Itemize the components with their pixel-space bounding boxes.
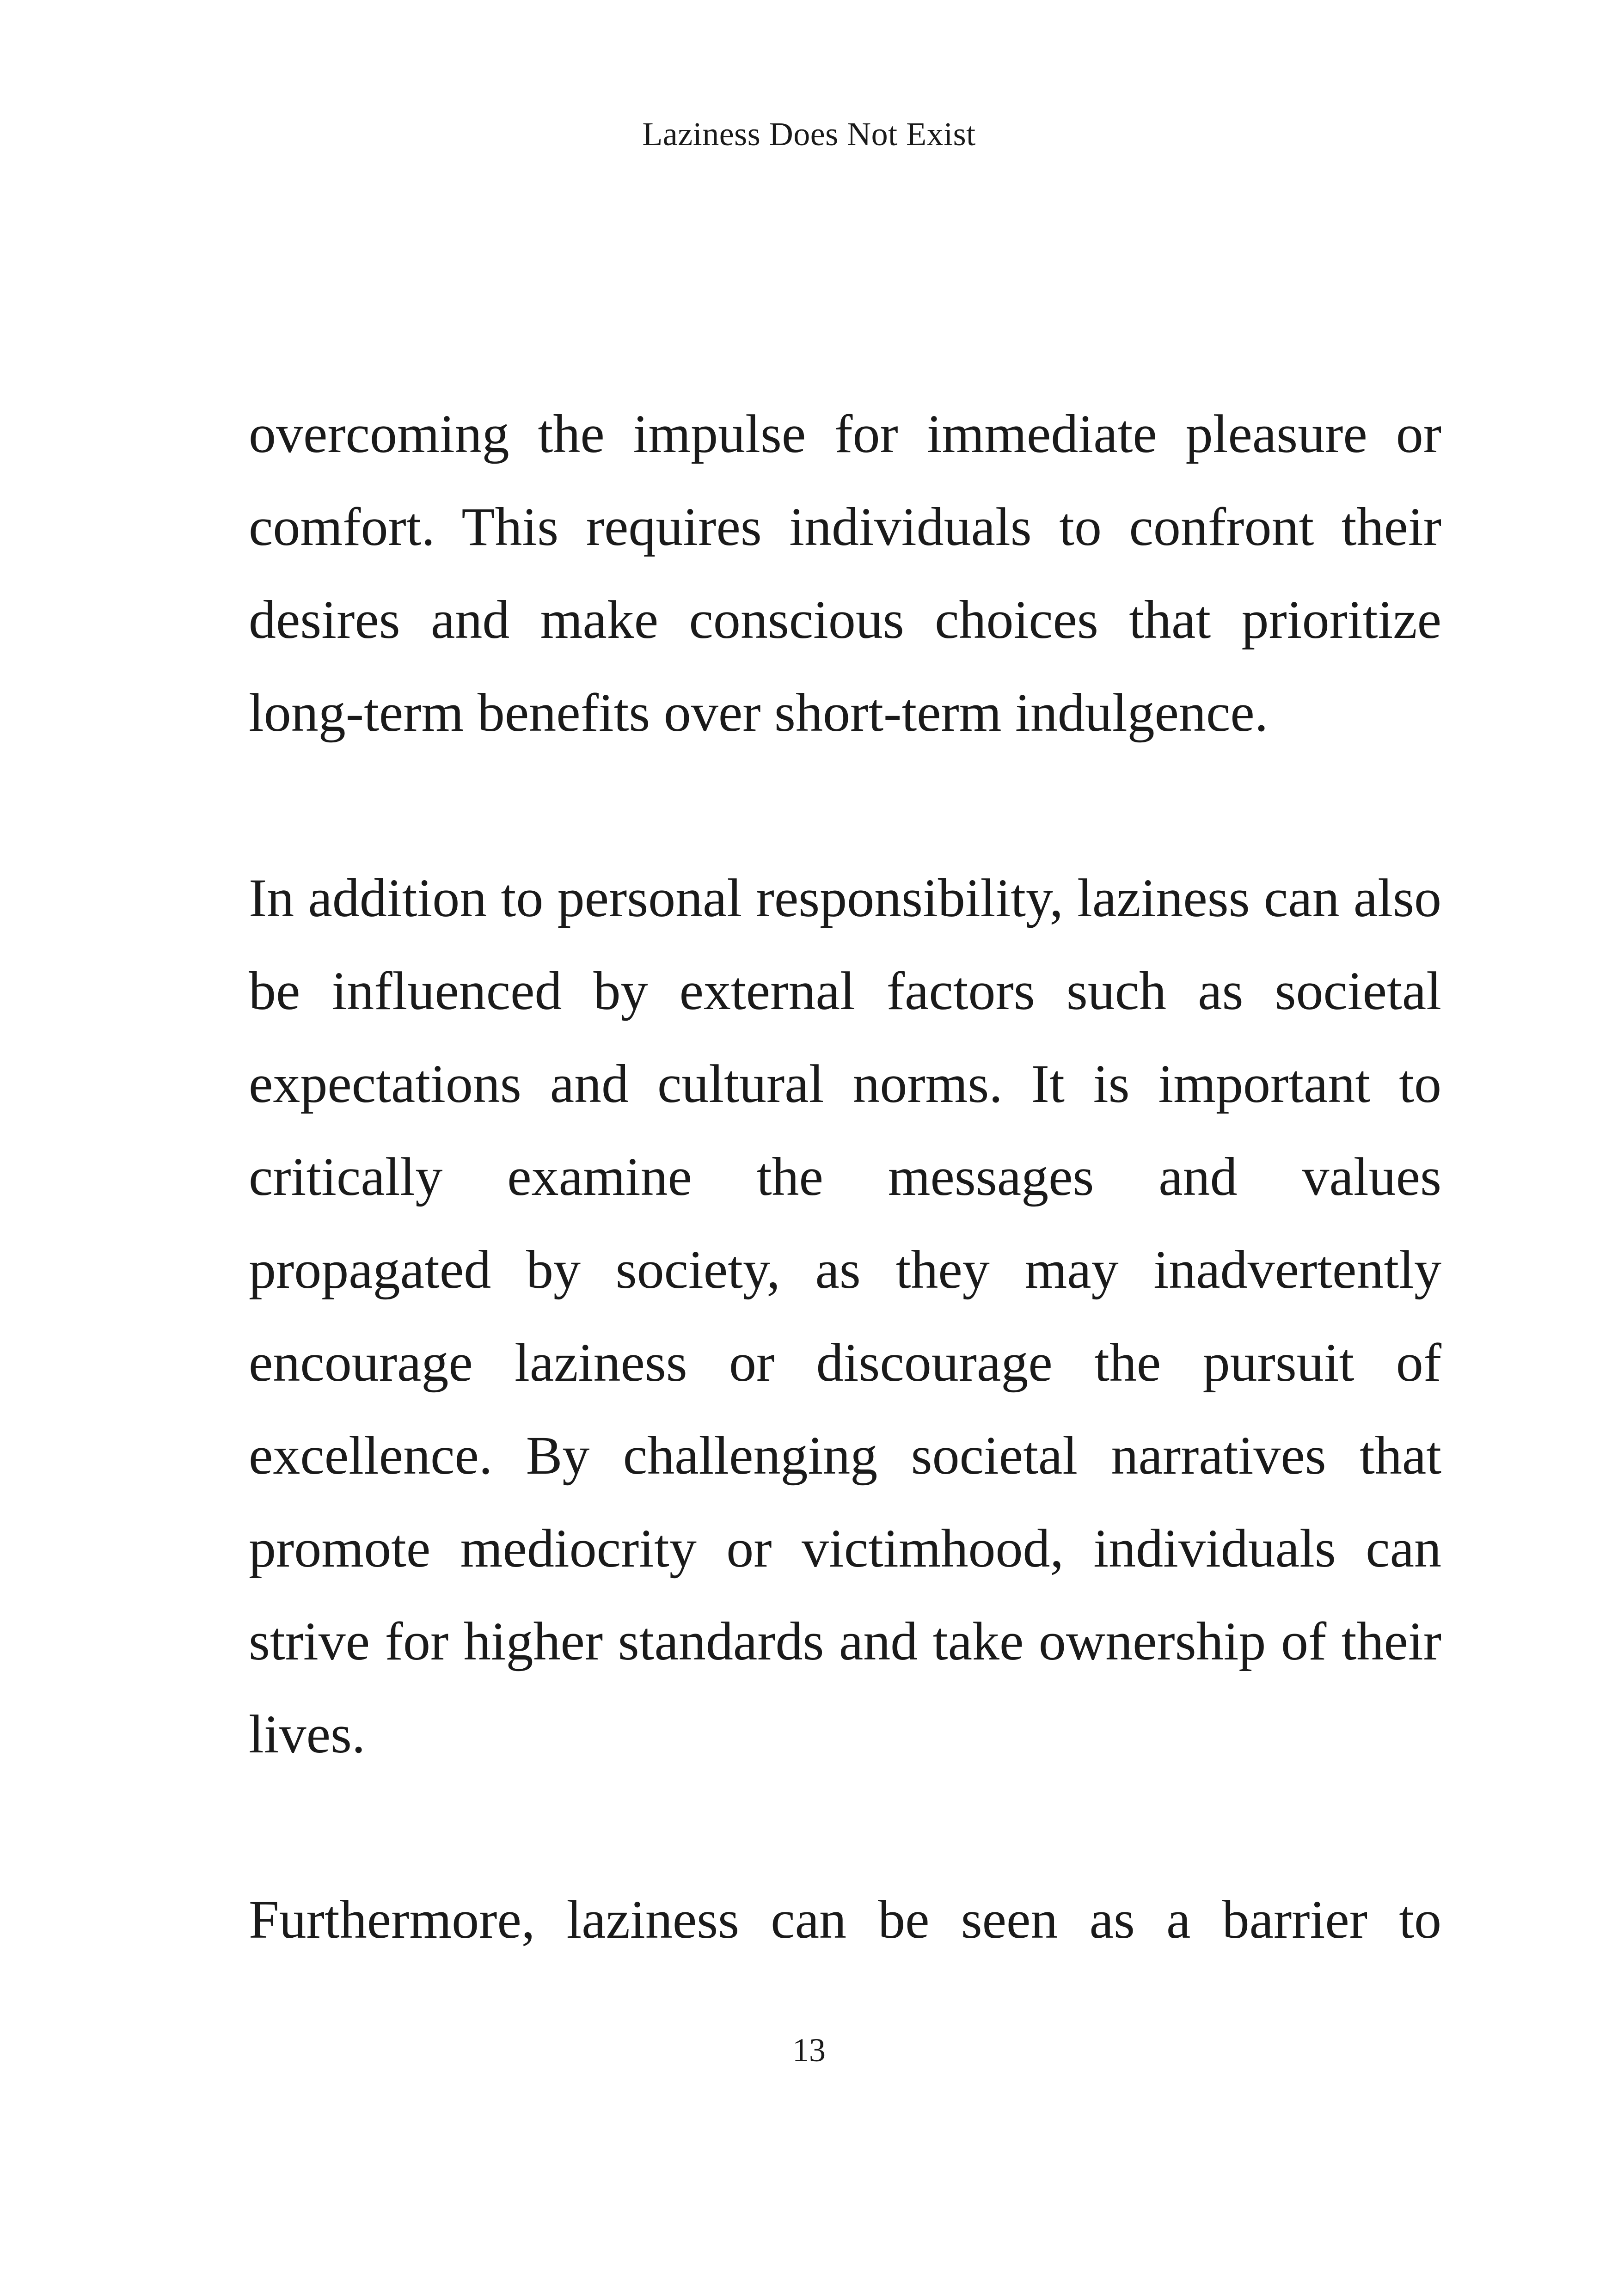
paragraph-continuation: overcoming the impulse for immediate pleasure or comfort. This requires individuals to confront their desires and make conscious choices that prioritize long-term benefits over short-term indulgence.	[249, 404, 1441, 743]
running-header: Laziness Does Not Exist	[642, 116, 976, 153]
paragraph-furthermore: Furthermore, laziness can be seen as a barrier to	[249, 1889, 1441, 1950]
page-number: 13	[792, 2032, 826, 2069]
paragraph-external-factors: In addition to personal responsibility, laziness can also be influenced by external factors such as societal expectations and cultural norms. It is important to critically examine the messages and values propagated by society, as they may inadvertently encourage laziness or discourage the pursuit of excellence. By challenging societal narratives that promote mediocrity or victimhood, individuals can strive for higher standards and take ownership of their lives.	[249, 868, 1441, 1764]
body-text	[249, 387, 1441, 1966]
